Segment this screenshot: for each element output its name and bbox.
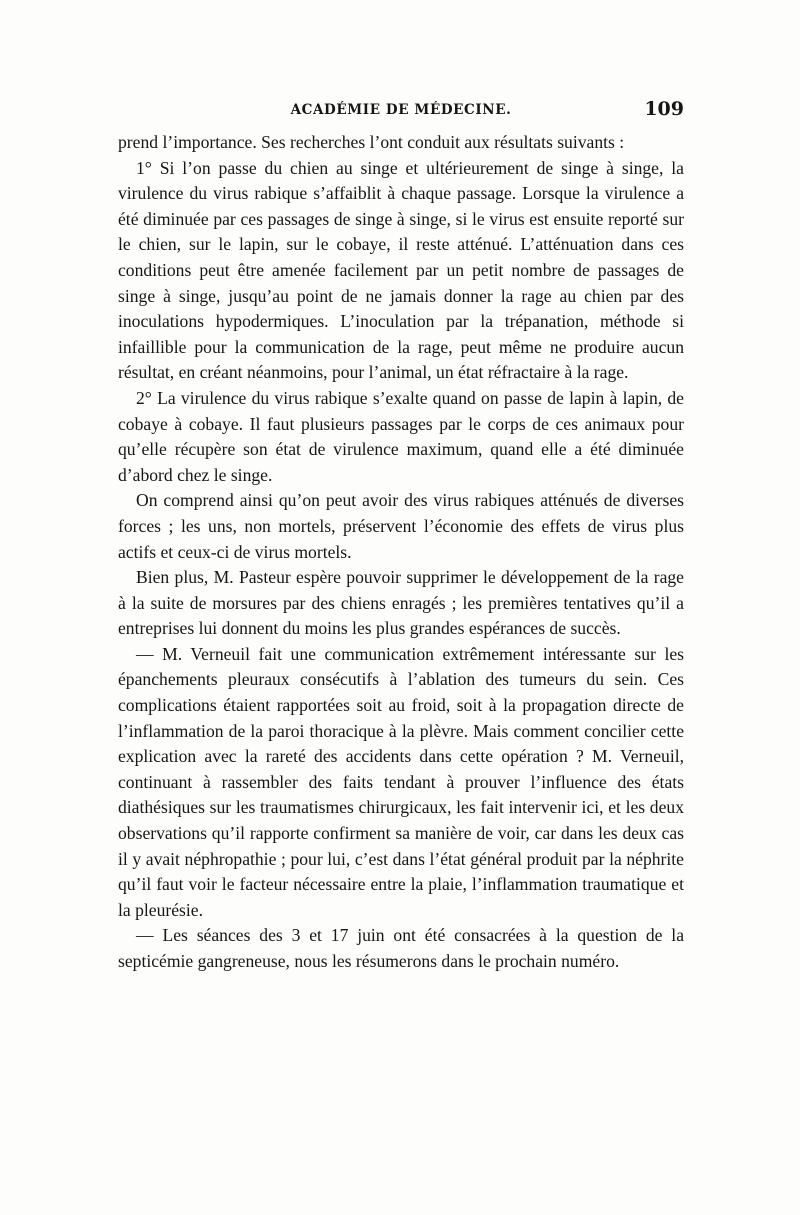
paragraph-point-2: 2° La virulence du virus rabique s’exalte quand on passe de lapin à lapin, de cobaye à cobaye. Il faut plusieurs passages par le corps de ces animaux pour qu’elle récupère son état de virulence maximum, quand elle a été diminuée d’abord chez le singe. [118, 387, 684, 485]
body-text [118, 130, 684, 975]
paragraph-attenuated-viruses: On comprend ainsi qu’on peut avoir des virus rabiques atténués de diverses forces ; les uns, non mortels, préservent l’économie des effets de virus plus actifs et ceux-ci de virus mortels. [118, 490, 684, 562]
paragraph-verneuil: — M. Verneuil fait une communication extrêmement intéressante sur les épanchements pleuraux consécutifs à l’ablation des tumeurs du sein. Ces complications étaient rapportées soit au froid, soit à la propagation directe de l’inflammation de la paroi thoracique à la plèvre. Mais comment concilier cette explication avec la rareté des accidents dans cette opération ? M. Verneuil, continuant à rassembler des faits tendant à prouver l’influence des états diathésiques sur les traumatismes chirurgicaux, les fait intervenir ici, et les deux observations qu’il rapporte confirment sa manière de voir, car dans les deux cas il y avait néphropathie ; pour lui, c’est dans l’état général produit par la néphrite qu’il faut voir le facteur nécessaire entre la plaie, l’inflammation traumatique et la pleurésie. [118, 643, 684, 920]
paragraph-point-1: 1° Si l’on passe du chien au singe et ultérieurement de singe à singe, la virulence du virus rabique s’affaiblit à chaque passage. Lorsque la virulence a été diminuée par ces passages de singe à singe, si le virus est ensuite reporté sur le chien, sur le lapin, sur le cobaye, il reste atténué. L’atténuation dans ces conditions peut être amenée facilement par un petit nombre de passages de singe à singe, jusqu’au point de ne jamais donner la rage au chien par des inoculations hypodermiques. L’inoculation par la trépanation, méthode si infaillible pour la communication de la rage, peut même ne produire aucun résultat, en créant néanmoins, pour l’animal, un état réfractaire à la rage. [118, 157, 684, 383]
page-header [118, 98, 684, 122]
running-title: ACADÉMIE DE MÉDECINE. [290, 102, 512, 118]
paragraph-pasteur: Bien plus, M. Pasteur espère pouvoir supprimer le développement de la rage à la suite de morsures par des chiens enragés ; les premières tentatives qu’il a entreprises lui donnent du moins les plus grandes espérances de succès. [118, 567, 684, 639]
page-number: 109 [644, 98, 684, 120]
paragraph-seances: — Les séances des 3 et 17 juin ont été consacrées à la question de la septicémie gangreneuse, nous les résumerons dans le prochain numéro. [118, 925, 684, 971]
paragraph-continuation: prend l’importance. Ses recherches l’ont conduit aux résultats suivants : [118, 132, 625, 152]
